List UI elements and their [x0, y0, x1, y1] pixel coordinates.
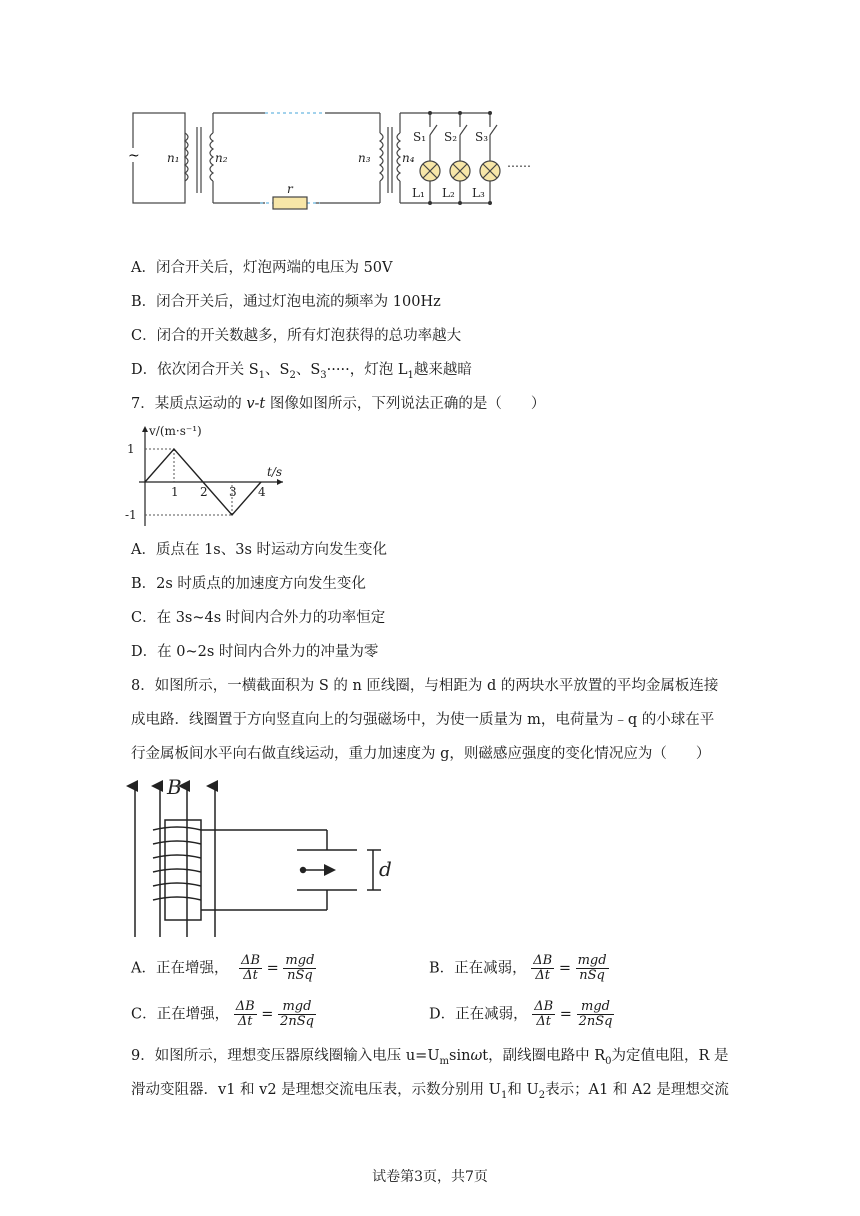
y-tick-label: 1 [127, 442, 135, 456]
x-tick-label: 1 [171, 485, 179, 499]
label-n3: n₃ [358, 151, 371, 165]
q7-option-c: C．在 3s~4s 时间内合外力的功率恒定 [131, 610, 386, 626]
q9-stem-line-2: 滑动变阻器．v1 和 v2 是理想交流电压表，示数分别用 $U_1$和 $U_2$表示；A1 和 A2 是理想交流 [131, 1082, 729, 1101]
q6-option-b: B．闭合开关后，通过灯泡电流的频率为 100Hz [131, 294, 441, 310]
page-footer: 试卷第3页，共7页 [372, 1169, 488, 1185]
label-n4: n₄ [402, 151, 415, 165]
q6-option-a: A．闭合开关后，灯泡两端的电压为 50V [131, 260, 393, 276]
vt-chart [125, 422, 295, 532]
label-d-gap: d [379, 857, 392, 881]
q7-stem: 7．某质点运动的 v-t 图像如图所示，下列说法正确的是（ ） [131, 396, 546, 412]
coil-capacitor-figure [125, 772, 405, 942]
label-n1: n₁ [167, 151, 180, 165]
q8-stem-line-2: 成电路．线圈置于方向竖直向上的匀强磁场中，为使一质量为 m，电荷量为﹣q 的小球在平 [131, 712, 715, 728]
x-axis-arrow [277, 479, 283, 485]
label-more-lamps: …… [507, 156, 531, 170]
transformer-circuit-figure [125, 105, 565, 215]
q8-option-d: D．正在减弱， $\frac{\Delta B}{\Delta t}$ = $\frac{\text{mgd}}{\text{2nSq}}$ [429, 999, 613, 1029]
label-s1: S₁ [413, 130, 427, 144]
x-tick-label: 2 [200, 485, 208, 499]
label-l3: L₃ [472, 186, 485, 200]
x-axis-label: t/s [267, 465, 283, 479]
label-l1: L₁ [412, 186, 425, 200]
y-tick-label: -1 [125, 508, 137, 522]
q7-option-d: D．在 0~2s 时间内合外力的冲量为零 [131, 644, 379, 660]
q6-option-c: C．闭合的开关数越多，所有灯泡获得的总功率越大 [131, 328, 462, 344]
q6-option-d: D．依次闭合开关 $S_1$、$S_2$、$S_3\cdot\cdot\cdot\cdot\cdot$，灯泡 $L_1$越来越暗 [131, 362, 472, 381]
q9-stem-line-1: 9．如图所示，理想变压器原线圈输入电压 $u=U_m\sin\omega t$，副线圈电路中 $R_0$为定值电阻，R 是 [131, 1048, 729, 1067]
charged-ball [300, 867, 306, 873]
label-s2: S₂ [444, 130, 458, 144]
label-r: r [287, 182, 293, 196]
x-tick-label: 4 [258, 485, 266, 499]
y-axis-arrow [142, 426, 148, 432]
q8-option-a: A．正在增强， $\frac{\Delta B}{\Delta t}$ = $\frac{\text{mgd}}{\text{nSq}}$ [131, 953, 315, 983]
q8-stem-line-3: 行金属板间水平向右做直线运动，重力加速度为 g，则磁感应强度的变化情况应为（ ） [131, 746, 711, 762]
label-s3: S₃ [475, 130, 489, 144]
label-l2: L₂ [442, 186, 455, 200]
q8-stem-line-1: 8．如图所示，一横截面积为 S 的 n 匝线圈，与相距为 d 的两块水平放置的平均金属板连接 [131, 678, 719, 694]
y-axis-label: v/(m·s⁻¹) [149, 424, 202, 438]
resistor-r [273, 197, 307, 209]
x-tick-label: 3 [229, 485, 237, 499]
ac-source-symbol: ~ [128, 148, 140, 164]
q7-option-b: B．2s 时质点的加速度方向发生变化 [131, 576, 366, 592]
q7-option-a: A．质点在 1s、3s 时运动方向发生变化 [131, 542, 388, 558]
label-n2: n₂ [215, 151, 228, 165]
q8-option-b: B．正在减弱， $\frac{\Delta B}{\Delta t}$ = $\frac{\text{mgd}}{\text{nSq}}$ [429, 953, 607, 983]
q8-option-c: C．正在增强， $\frac{\Delta B}{\Delta t}$ = $\frac{\text{mgd}}{\text{2nSq}}$ [131, 999, 314, 1029]
label-b-field: B [167, 775, 182, 799]
